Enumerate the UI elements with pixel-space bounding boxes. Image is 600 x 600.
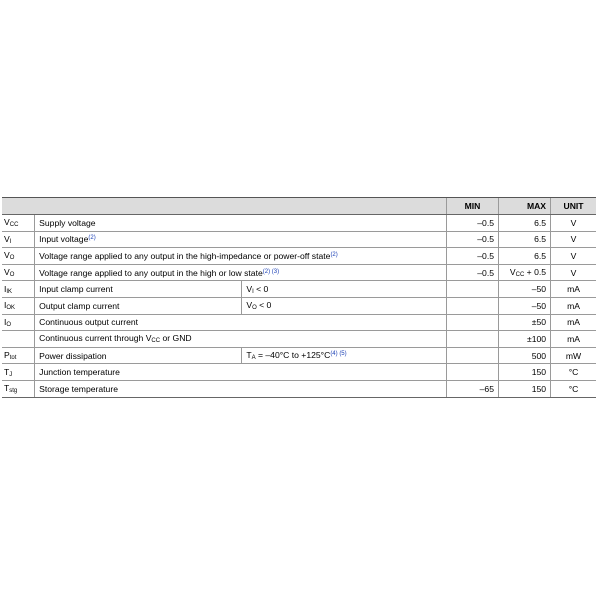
row-condition: $V_O < 0$ — [242, 297, 447, 314]
row-max: 150 — [499, 364, 551, 381]
row-min — [446, 314, 498, 331]
row-symbol: $T_J$ — [2, 364, 35, 381]
row-min: –0.5 — [446, 264, 498, 281]
row-min: –0.5 — [446, 231, 498, 248]
row-max: 500 — [499, 347, 551, 364]
table-header-row — [2, 198, 596, 215]
row-max: 150 — [499, 380, 551, 397]
footnote-ref[interactable]: (2) — [88, 235, 96, 242]
row-symbol: $I_{OK}$ — [2, 297, 35, 314]
row-unit: mA — [551, 281, 596, 298]
table-row — [2, 331, 596, 348]
row-symbol — [2, 331, 35, 348]
table-row — [2, 264, 596, 281]
row-unit: V — [551, 231, 596, 248]
table-row — [2, 281, 596, 298]
header-min: MIN — [446, 198, 498, 215]
row-min: –65 — [446, 380, 498, 397]
row-max: ±50 — [499, 314, 551, 331]
row-description: Input clamp current — [35, 281, 242, 298]
row-max: –50 — [499, 297, 551, 314]
row-description: Supply voltage — [35, 215, 447, 232]
row-condition: $V_I < 0$ — [242, 281, 447, 298]
table-row — [2, 297, 596, 314]
row-symbol: $V_O$ — [2, 264, 35, 281]
footnote-ref[interactable]: (4) (5) — [330, 351, 347, 358]
row-symbol: $V_{CC}$ — [2, 215, 35, 232]
row-description: Power dissipation — [35, 347, 242, 364]
row-symbol: $V_I$ — [2, 231, 35, 248]
row-condition: $T_A = -40^\circ C$ to +125°C$^{(4) (5)}$ — [242, 347, 447, 364]
row-symbol: $T_{stg}$ — [2, 380, 35, 397]
table-row — [2, 364, 596, 381]
row-description: Output clamp current — [35, 297, 242, 314]
footnote-ref[interactable]: (2) — [330, 251, 338, 258]
row-unit: mW — [551, 347, 596, 364]
footnote-ref[interactable]: (2) (3) — [262, 268, 280, 275]
row-max: $V_{CC} + 0.5$ — [499, 264, 551, 281]
row-min — [446, 281, 498, 298]
row-max: –50 — [499, 281, 551, 298]
header-description — [35, 198, 242, 215]
row-min — [446, 297, 498, 314]
row-max: 6.5 — [499, 248, 551, 265]
row-max: 6.5 — [499, 215, 551, 232]
row-description: Voltage range applied to any output in the high-impedance or power-off state$^{(2)}$ — [35, 248, 447, 265]
row-max: ±100 — [499, 331, 551, 348]
row-min — [446, 347, 498, 364]
row-description: Storage temperature — [35, 380, 447, 397]
row-unit: °C — [551, 364, 596, 381]
table-row — [2, 231, 596, 248]
row-unit: V — [551, 264, 596, 281]
row-min: –0.5 — [446, 215, 498, 232]
row-description: Continuous output current — [35, 314, 447, 331]
header-symbol — [2, 198, 35, 215]
row-description: Input voltage$^{(2)}$ — [35, 231, 447, 248]
row-unit: V — [551, 248, 596, 265]
row-symbol: $I_O$ — [2, 314, 35, 331]
absolute-maximum-ratings-table — [2, 198, 596, 398]
row-unit: mA — [551, 314, 596, 331]
row-unit: V — [551, 215, 596, 232]
row-min — [446, 364, 498, 381]
row-unit: °C — [551, 380, 596, 397]
row-symbol: $I_{IK}$ — [2, 281, 35, 298]
table-row — [2, 314, 596, 331]
row-max: 6.5 — [499, 231, 551, 248]
table-row — [2, 347, 596, 364]
row-symbol: $V_O$ — [2, 248, 35, 265]
row-description: Voltage range applied to any output in the high or low state$^{(2) (3)}$ — [35, 264, 447, 281]
header-condition — [242, 198, 447, 215]
row-min: –0.5 — [446, 248, 498, 265]
header-max: MAX — [499, 198, 551, 215]
row-unit: mA — [551, 331, 596, 348]
row-symbol: $P_{tot}$ — [2, 347, 35, 364]
table-row — [2, 215, 596, 232]
row-min — [446, 331, 498, 348]
row-description: Continuous current through $V_{CC}$ or GND — [35, 331, 447, 348]
table-row — [2, 380, 596, 397]
header-unit: UNIT — [551, 198, 596, 215]
row-unit: mA — [551, 297, 596, 314]
table-row — [2, 248, 596, 265]
row-description: Junction temperature — [35, 364, 447, 381]
